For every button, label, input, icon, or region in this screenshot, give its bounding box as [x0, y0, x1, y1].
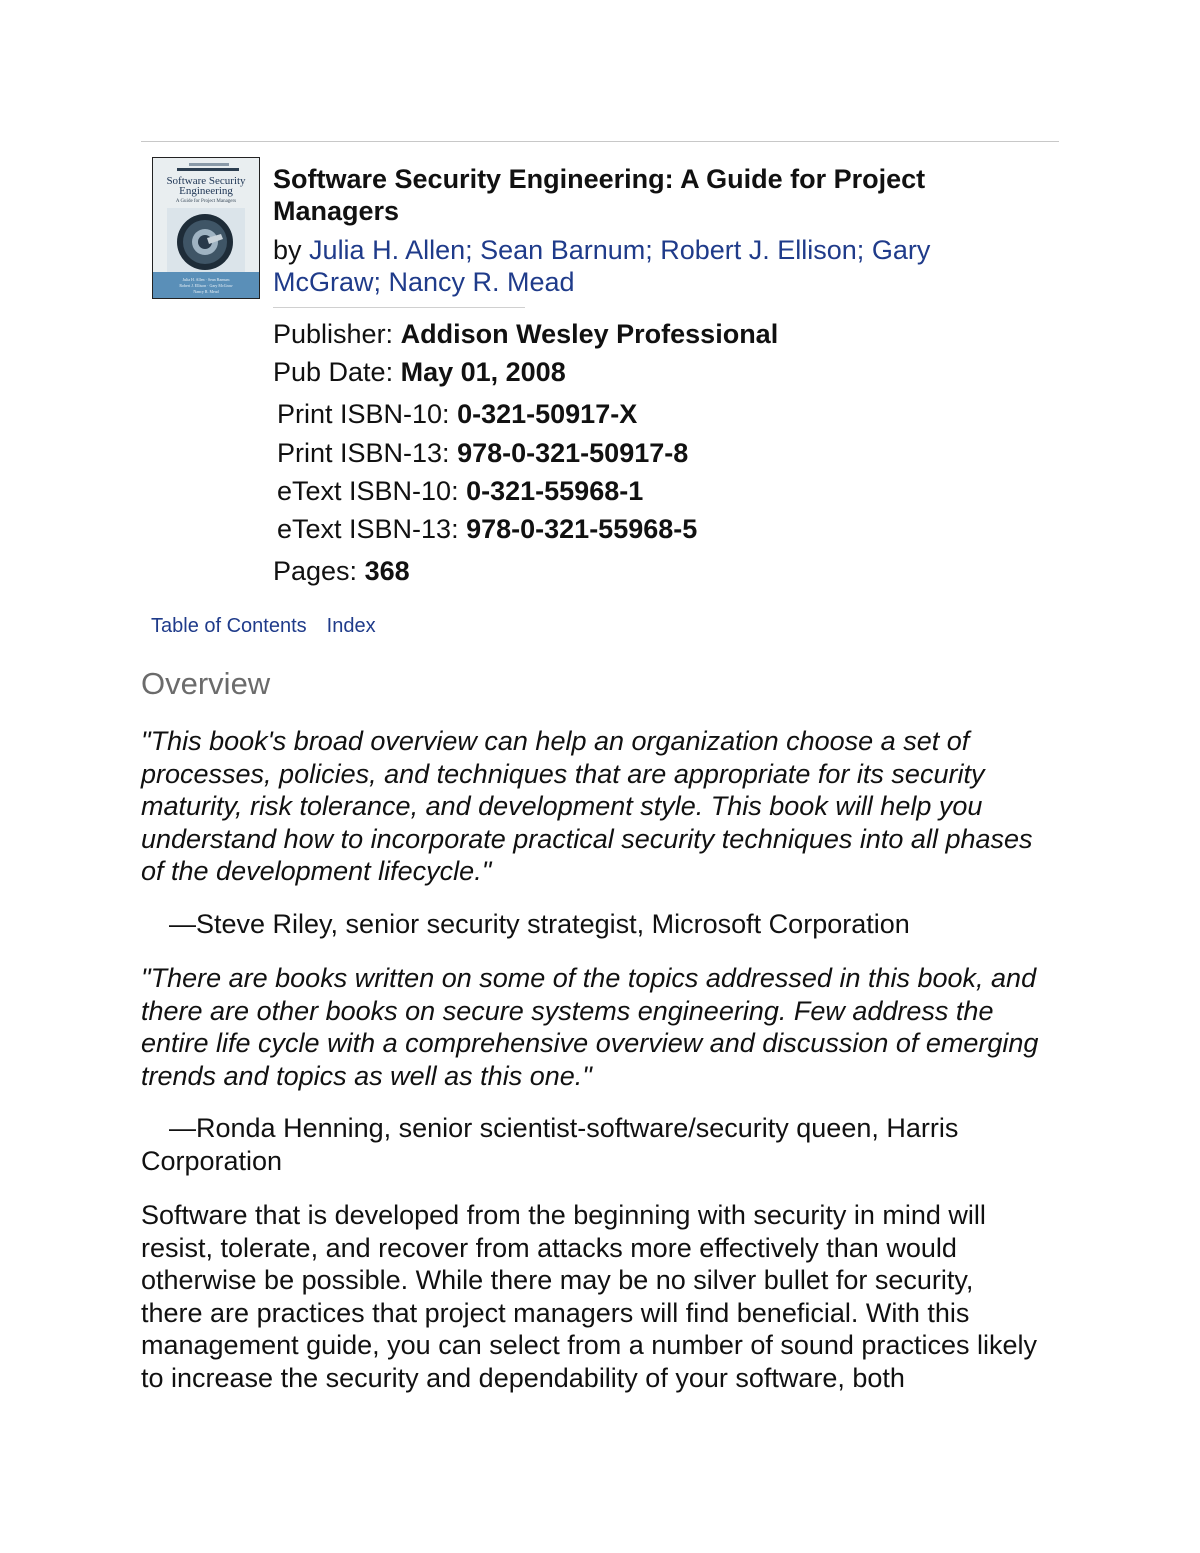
cover-publisher-band-icon: [159, 162, 253, 172]
attribution-steve-riley: —Steve Riley, senior security strategist, Microsoft Corporation: [169, 909, 910, 939]
pub-date-value: May 01, 2008: [400, 357, 566, 387]
quote-ronda-henning: "There are books written on some of the topics addressed in this book, and there are other books on secure systems engineering. Few address the entire life cycle with a comprehensive overview and discussion of emerging trends and topics as well as this one.": [141, 963, 1039, 1091]
attribution-ronda-henning: —Ronda Henning, senior scientist-software/security queen, Harris Corporation: [141, 1113, 959, 1176]
pages-value: 368: [364, 556, 410, 586]
pages-row: Pages: 368: [273, 556, 410, 586]
cover-subtitle: A Guide for Project Managers: [175, 199, 237, 204]
table-of-contents-link[interactable]: Table of Contents: [151, 615, 307, 637]
book-title: Software Security Engineering: A Guide for Project Managers: [273, 164, 926, 226]
cover-lock-icon: [167, 208, 245, 272]
etext-isbn10-row: eText ISBN-10: 0-321-55968-1: [277, 476, 644, 506]
authors-link[interactable]: Julia H. Allen; Sean Barnum; Robert J. Ellison; Gary McGraw; Nancy R. Mead: [273, 235, 931, 297]
top-divider: [141, 141, 1059, 142]
etext-isbn13-value: 978-0-321-55968-5: [466, 514, 698, 544]
quote-steve-riley: "This book's broad overview can help an organization choose a set of processes, policies, and techniques that are appropriate for its security maturity, risk tolerance, and development style. This book will help you understand how to incorporate practical security techniques into all phases of the development lifecycle.": [141, 726, 1033, 886]
print-isbn13-value: 978-0-321-50917-8: [457, 438, 689, 468]
print-isbn13-row: Print ISBN-13: 978-0-321-50917-8: [277, 438, 689, 468]
byline-divider: [273, 307, 525, 308]
byline: [273, 234, 1033, 298]
etext-isbn13-row: eText ISBN-13: 978-0-321-55968-5: [277, 514, 698, 544]
cover-authors-band: Julia H. Allen · Sean Barnum Robert J. Ellison · Gary McGraw Nancy R. Mead: [153, 272, 259, 298]
pub-date-row: Pub Date: May 01, 2008: [273, 357, 566, 387]
cover-title: Software Security Engineering: [166, 175, 246, 197]
index-link[interactable]: Index: [326, 615, 376, 637]
overview-body: Software that is developed from the beginning with security in mind will resist, tolerate, and recover from attacks more effectively than would otherwise be possible. While there may be no silver bullet for security, there are practices that project managers will find beneficial. With this management guide, you can select from a number of sound practices likely to increase the security and dependability of your software, both: [141, 1200, 1037, 1393]
publisher-value: Addison Wesley Professional: [400, 319, 779, 349]
etext-isbn10-value: 0-321-55968-1: [466, 476, 644, 506]
nav-links: [151, 613, 376, 639]
overview-heading: Overview: [141, 666, 271, 701]
print-isbn10-row: Print ISBN-10: 0-321-50917-X: [277, 399, 638, 429]
book-cover-image[interactable]: [152, 157, 260, 299]
print-isbn10-value: 0-321-50917-X: [457, 399, 638, 429]
publisher-row: Publisher: Addison Wesley Professional: [273, 319, 779, 349]
by-label: by: [273, 235, 302, 265]
